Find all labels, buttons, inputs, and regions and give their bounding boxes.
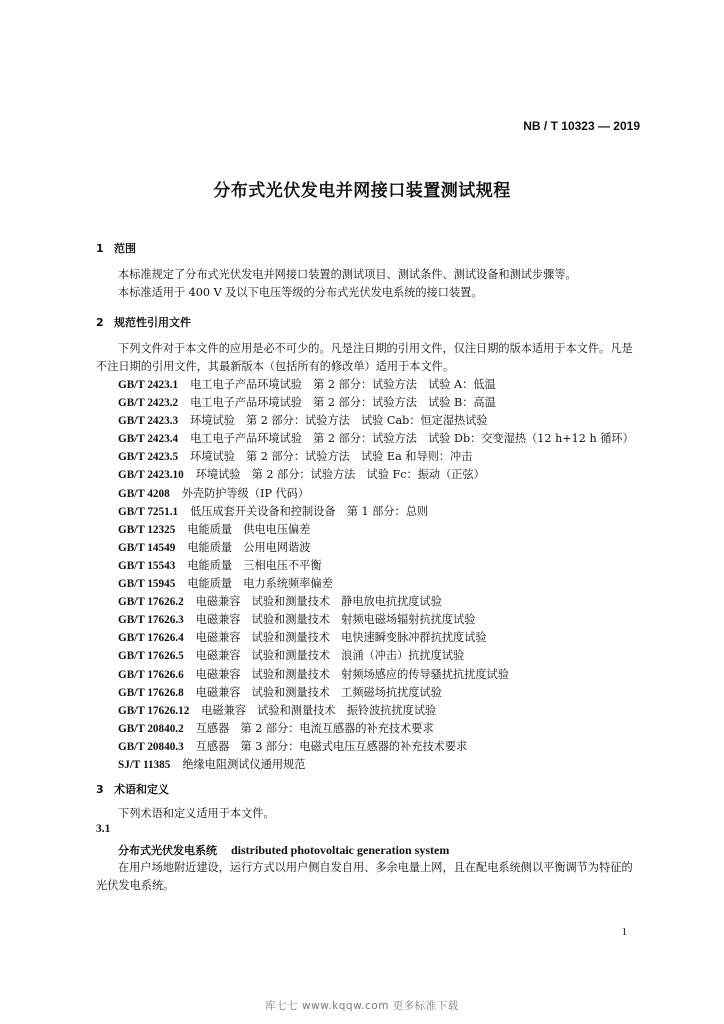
site-watermark: 库七七 www.kqqw.com 更多标准下载 <box>265 1000 459 1012</box>
section-number: 3 <box>96 783 104 796</box>
reference-item <box>118 629 634 647</box>
reference-code: GB/T 17626.8 <box>118 686 184 699</box>
reference-title: 电工电子产品环境试验 第 2 部分：试验方法 试验 A：低温 <box>190 378 496 391</box>
reference-title: 环境试验 第 2 部分：试验方法 试验 Fc：振动（正弦） <box>195 468 485 482</box>
section-3-heading <box>96 781 169 797</box>
reference-code: GB/T 17626.4 <box>118 632 184 645</box>
reference-code: GB/T 17626.6 <box>118 668 184 681</box>
document-title: 分布式光伏发电并网接口装置测试规程 <box>213 181 511 201</box>
reference-item <box>118 684 634 702</box>
reference-code: GB/T 12325 <box>118 523 176 536</box>
reference-item <box>118 611 634 629</box>
reference-code: GB/T 2423.2 <box>118 397 179 410</box>
reference-code: GB/T 20840.3 <box>118 740 184 753</box>
section-title: 术语和定义 <box>114 783 169 796</box>
reference-code: GB/T 2423.4 <box>118 433 179 446</box>
reference-code: GB/T 20840.2 <box>118 722 184 735</box>
reference-item <box>118 503 634 521</box>
reference-code: GB/T 2423.1 <box>118 379 179 391</box>
reference-title: 绝缘电阻测试仪通用规范 <box>182 757 306 771</box>
reference-item <box>118 756 634 774</box>
reference-item <box>118 466 634 484</box>
reference-item <box>118 539 634 557</box>
section-title: 范围 <box>114 242 136 255</box>
reference-code: GB/T 15543 <box>118 559 176 572</box>
page-number: 1 <box>621 926 627 938</box>
reference-title: 电磁兼容 试验和测量技术 工频磁场抗扰度试验 <box>195 685 442 699</box>
reference-title: 电磁兼容 试验和测量技术 浪涌（冲击）抗扰度试验 <box>195 649 465 663</box>
term-definition: 在用户场地附近建设，运行方式以用户侧自发自用、多余电量上网，且在配电系统侧以平衡调节为特征的光伏发电系统。 <box>96 861 633 892</box>
reference-list <box>118 376 634 774</box>
reference-item <box>118 575 634 593</box>
reference-title: 电磁兼容 试验和测量技术 静电放电抗扰度试验 <box>195 595 442 609</box>
section-1-paragraph-2: 本标准适用于 400 V 及以下电压等级的分布式光伏发电系统的接口装置。 <box>118 286 483 299</box>
reference-item <box>118 448 634 466</box>
term-id: 3.1 <box>96 823 111 835</box>
reference-title: 电磁兼容 试验和测量技术 射频电磁场辐射抗扰度试验 <box>195 613 476 627</box>
section-title: 规范性引用文件 <box>114 316 191 329</box>
reference-title: 电能质量 供电电压偏差 <box>187 522 311 536</box>
reference-code: SJ/T 11385 <box>118 758 171 771</box>
reference-item <box>118 738 634 756</box>
reference-code: GB/T 15945 <box>118 578 176 591</box>
reference-title: 环境试验 第 2 部分：试验方法 试验 Ea 和导则：冲击 <box>190 450 473 464</box>
reference-code: GB/T 2423.5 <box>118 451 179 464</box>
section-number: 1 <box>96 242 104 255</box>
reference-title: 电能质量 公用电网谐波 <box>187 540 311 554</box>
reference-code: GB/T 2423.3 <box>118 415 179 428</box>
reference-code: GB/T 17626.5 <box>118 650 184 663</box>
section-1-heading <box>96 240 136 256</box>
section-2-intro: 下列文件对于本文件的应用是必不可少的。凡是注日期的引用文件，仅注日期的版本适用于本文件。凡是不注日期的引用文件，其最新版本（包括所有的修改单）适用于本文件。 <box>96 342 633 373</box>
reference-code: GB/T 14549 <box>118 541 176 554</box>
section-3-intro: 下列术语和定义适用于本文件。 <box>118 807 275 820</box>
section-2-heading <box>96 314 191 330</box>
reference-item <box>118 376 634 394</box>
reference-code: GB/T 4208 <box>118 487 170 500</box>
reference-item <box>118 521 634 539</box>
reference-title: 电磁兼容 试验和测量技术 电快速瞬变脉冲群抗扰度试验 <box>195 631 487 645</box>
reference-title: 环境试验 第 2 部分：试验方法 试验 Cab：恒定湿热试验 <box>190 414 488 428</box>
reference-item <box>118 557 634 575</box>
reference-title: 电工电子产品环境试验 第 2 部分：试验方法 试验 Db：交变湿热（12 h+12 h 循环） <box>190 432 634 446</box>
reference-item <box>118 593 634 611</box>
reference-title: 电能质量 三相电压不平衡 <box>187 558 322 572</box>
term-name-en: distributed photovoltaic generation system <box>231 843 450 857</box>
reference-title: 互感器 第 2 部分：电流互感器的补充技术要求 <box>195 721 434 735</box>
reference-title: 互感器 第 3 部分：电磁式电压互感器的补充技术要求 <box>195 739 468 753</box>
reference-code: GB/T 17626.3 <box>118 614 184 627</box>
term-name-cn: 分布式光伏发电系统 <box>118 844 217 857</box>
reference-title: 电磁兼容 试验和测量技术 射频场感应的传导骚扰抗扰度试验 <box>195 667 509 681</box>
section-number: 2 <box>96 316 104 329</box>
term-name <box>118 842 449 858</box>
reference-title: 低压成套开关设备和控制设备 第 1 部分：总则 <box>190 504 429 518</box>
reference-item <box>118 702 634 720</box>
document-code: NB / T 10323 — 2019 <box>523 119 640 133</box>
reference-item <box>118 412 634 430</box>
reference-item <box>118 430 634 448</box>
reference-title: 电工电子产品环境试验 第 2 部分：试验方法 试验 B：高温 <box>190 396 496 410</box>
reference-code: GB/T 17626.12 <box>118 704 190 717</box>
reference-item <box>118 485 634 503</box>
reference-code: GB/T 7251.1 <box>118 505 179 518</box>
reference-title: 电磁兼容 试验和测量技术 振铃波抗扰度试验 <box>201 703 437 717</box>
reference-item <box>118 394 634 412</box>
reference-item <box>118 666 634 684</box>
reference-code: GB/T 2423.10 <box>118 469 184 482</box>
reference-code: GB/T 17626.2 <box>118 596 184 609</box>
reference-title: 外壳防护等级（IP 代码） <box>181 486 310 500</box>
reference-item <box>118 647 634 665</box>
section-1-paragraph-1: 本标准规定了分布式光伏发电并网接口装置的测试项目、测试条件、测试设备和测试步骤等。 <box>118 268 577 281</box>
reference-title: 电能质量 电力系统频率偏差 <box>187 577 333 591</box>
reference-item <box>118 720 634 738</box>
